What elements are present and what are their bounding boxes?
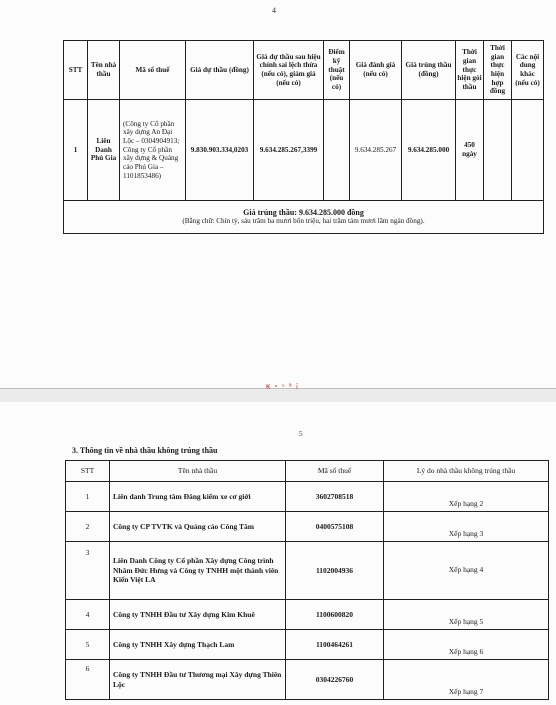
cell-bid-price: 9.830.903.334,0203 xyxy=(186,100,254,201)
scan-mark: ₭ ॰ ᵒ ᵃ̃ ı̈ xyxy=(266,383,299,391)
cell-tax-code: 1102004936 xyxy=(286,542,384,600)
cell-bidder-name: Công ty TNHH Đầu tư Xây dựng Kim Khuê xyxy=(110,600,286,630)
cell-tax-code: 1100600820 xyxy=(286,600,384,630)
table-row xyxy=(66,482,549,512)
cell-stt: 2 xyxy=(66,512,110,542)
cell-stt: 4 xyxy=(66,600,110,630)
cell-stt: 6 xyxy=(66,660,110,700)
cell-winning-price: 9.634.285.000 xyxy=(402,100,456,201)
table-header-row xyxy=(64,41,544,100)
cell-package-duration: 450 ngày xyxy=(456,100,484,201)
table-header-row xyxy=(66,461,549,482)
header-other-content: Các nội dung khác (nếu có) xyxy=(512,41,544,100)
cell-bidder-name: Công ty CP TVTK và Quảng cáo Công Tâm xyxy=(110,512,286,542)
cell-stt: 1 xyxy=(64,100,88,201)
header-stt: STT xyxy=(66,461,110,482)
header-tax-code: Mã số thuế xyxy=(286,461,384,482)
header-contract-duration: Thời gian thực hiện hợp đồng xyxy=(484,41,512,100)
header-evaluated-price: Giá đánh giá (nếu có) xyxy=(350,41,402,100)
cell-tax-code: (Công ty Cổ phần xây dựng An Đại Lộc – 0304904913; Công ty Cổ phần xây dựng & Quảng cáo Phú Gia – 1101853486) xyxy=(120,100,186,201)
header-bid-price: Giá dự thầu (đồng) xyxy=(186,41,254,100)
cell-other-content xyxy=(512,100,544,201)
cell-stt: 1 xyxy=(66,482,110,512)
cell-reason: Xếp hạng 3 xyxy=(384,512,549,542)
cell-tax-code: 0304226760 xyxy=(286,660,384,700)
winning-price-total: Giá trúng thầu: 9.634.285.000 đồng xyxy=(243,207,364,217)
header-bidder-name: Tên nhà thầu xyxy=(110,461,286,482)
page-number: 4 xyxy=(272,6,276,15)
cell-reason: Xếp hạng 5 xyxy=(384,600,549,630)
header-tax-code: Mã số thuế xyxy=(120,41,186,100)
section-title: 3. Thông tin về nhà thầu không trúng thầu xyxy=(72,446,218,455)
cell-bidder-name: Liên Danh Công ty Cổ phần Xây dựng Công trình Nhâm Đức Hưng và Công ty TNHH một thành viên Kiến Việt LA xyxy=(110,542,286,600)
cell-reason: Xếp hạng 7 xyxy=(384,660,549,700)
header-adjusted-price: Giá dự thầu sau hiệu chỉnh sai lệch thừa (nếu có), giảm giá (nếu có) xyxy=(254,41,324,100)
cell-bidder-name: Liên danh Trung tâm Đăng kiểm xe cơ giới xyxy=(110,482,286,512)
header-stt: STT xyxy=(64,41,88,100)
table-row xyxy=(66,660,549,700)
header-technical-score: Điểm kỹ thuật (nếu có) xyxy=(324,41,350,100)
cell-reason: Xếp hạng 6 xyxy=(384,630,549,660)
cell-reason: Xếp hạng 2 xyxy=(384,482,549,512)
cell-stt: 5 xyxy=(66,630,110,660)
header-bidder-name: Tên nhà thầu xyxy=(88,41,120,100)
header-reason: Lý do nhà thầu không trúng thầu xyxy=(384,461,549,482)
cell-tax-code: 0400575108 xyxy=(286,512,384,542)
table-row xyxy=(66,512,549,542)
header-package-duration: Thời gian thực hiện gói thầu xyxy=(456,41,484,100)
header-winning-price: Giá trúng thầu (đồng) xyxy=(402,41,456,100)
cell-contract-duration xyxy=(484,100,512,201)
cell-adjusted-price: 9.634.285.267,3399 xyxy=(254,100,324,201)
summary-cell xyxy=(64,201,544,234)
table-row xyxy=(64,100,544,201)
summary-row xyxy=(64,201,544,234)
cell-tax-code: 1100464261 xyxy=(286,630,384,660)
cell-evaluated-price: 9.634.285.267 xyxy=(350,100,402,201)
table-row xyxy=(66,600,549,630)
table-row xyxy=(66,542,549,600)
cell-bidder-name: Công ty TNHH Đầu tư Thương mại Xây dựng Thiên Lộc xyxy=(110,660,286,700)
page-number: 5 xyxy=(299,430,303,438)
winning-bidder-table xyxy=(63,40,544,234)
cell-reason: Xếp hạng 4 xyxy=(384,542,549,600)
table-row xyxy=(66,630,549,660)
losing-bidders-table xyxy=(65,460,549,700)
cell-bidder-name: Công ty TNHH Xây dựng Thạch Lam xyxy=(110,630,286,660)
cell-tax-code: 3602708518 xyxy=(286,482,384,512)
winning-price-in-words: (Bằng chữ: Chín tỷ, sáu trăm ba mươi bốn triệu, hai trăm tám mươi lăm ngàn đồng). xyxy=(182,217,425,226)
cell-technical-score xyxy=(324,100,350,201)
cell-bidder-name: Liên Danh Phú Gia xyxy=(88,100,120,201)
cell-stt: 3 xyxy=(66,542,110,600)
